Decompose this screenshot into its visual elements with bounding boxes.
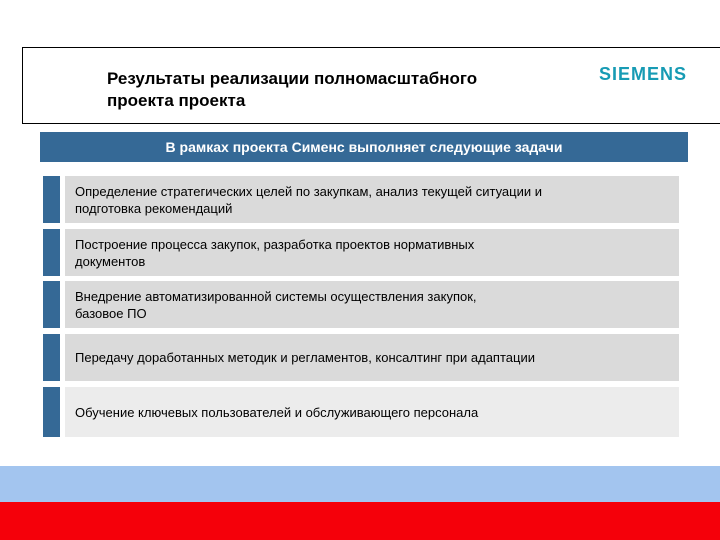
task-text-3 — [75, 288, 477, 322]
task-item-4 — [65, 334, 679, 381]
page-title-line-1: Результаты реализации полномасштабного — [107, 69, 478, 88]
task-marker-2 — [43, 229, 60, 276]
task-marker-1 — [43, 176, 60, 223]
task-text-5 — [75, 404, 478, 421]
task-2-line-1: Построение процесса закупок, разработка проектов нормативных — [75, 236, 475, 252]
task-item-1 — [65, 176, 679, 223]
tasks-header-text: В рамках проекта Сименс выполняет следующие задачи — [165, 139, 563, 155]
footer-band-light — [0, 466, 720, 502]
task-item-3 — [65, 281, 679, 328]
task-marker-3 — [43, 281, 60, 328]
task-item-2 — [65, 229, 679, 276]
tasks-header — [40, 132, 688, 162]
task-marker-4 — [43, 334, 60, 381]
task-1-line-1: Определение стратегических целей по закупкам, анализ текущей ситуации и — [75, 183, 543, 199]
task-text-2 — [75, 236, 474, 270]
task-text-1 — [75, 183, 542, 217]
task-4-line-1: Передачу доработанных методик и регламентов, консалтинг при адаптации — [75, 350, 535, 365]
page-title-line-2: проекта проекта — [107, 91, 246, 110]
siemens-logo: SIEMENS — [599, 64, 688, 84]
task-2-line-2: документов — [75, 253, 146, 269]
footer-band-red — [0, 502, 720, 540]
task-5-line-1: Обучение ключевых пользователей и обслуживающего персонала — [75, 404, 479, 420]
task-3-line-2: базовое ПО — [75, 305, 147, 321]
task-item-5 — [65, 387, 679, 437]
task-text-4 — [75, 349, 535, 366]
task-1-line-2: подготовка рекомендаций — [75, 200, 233, 216]
page-title — [107, 68, 577, 112]
task-3-line-1: Внедрение автоматизированной системы осуществления закупок, — [75, 288, 477, 304]
task-marker-5 — [43, 387, 60, 437]
